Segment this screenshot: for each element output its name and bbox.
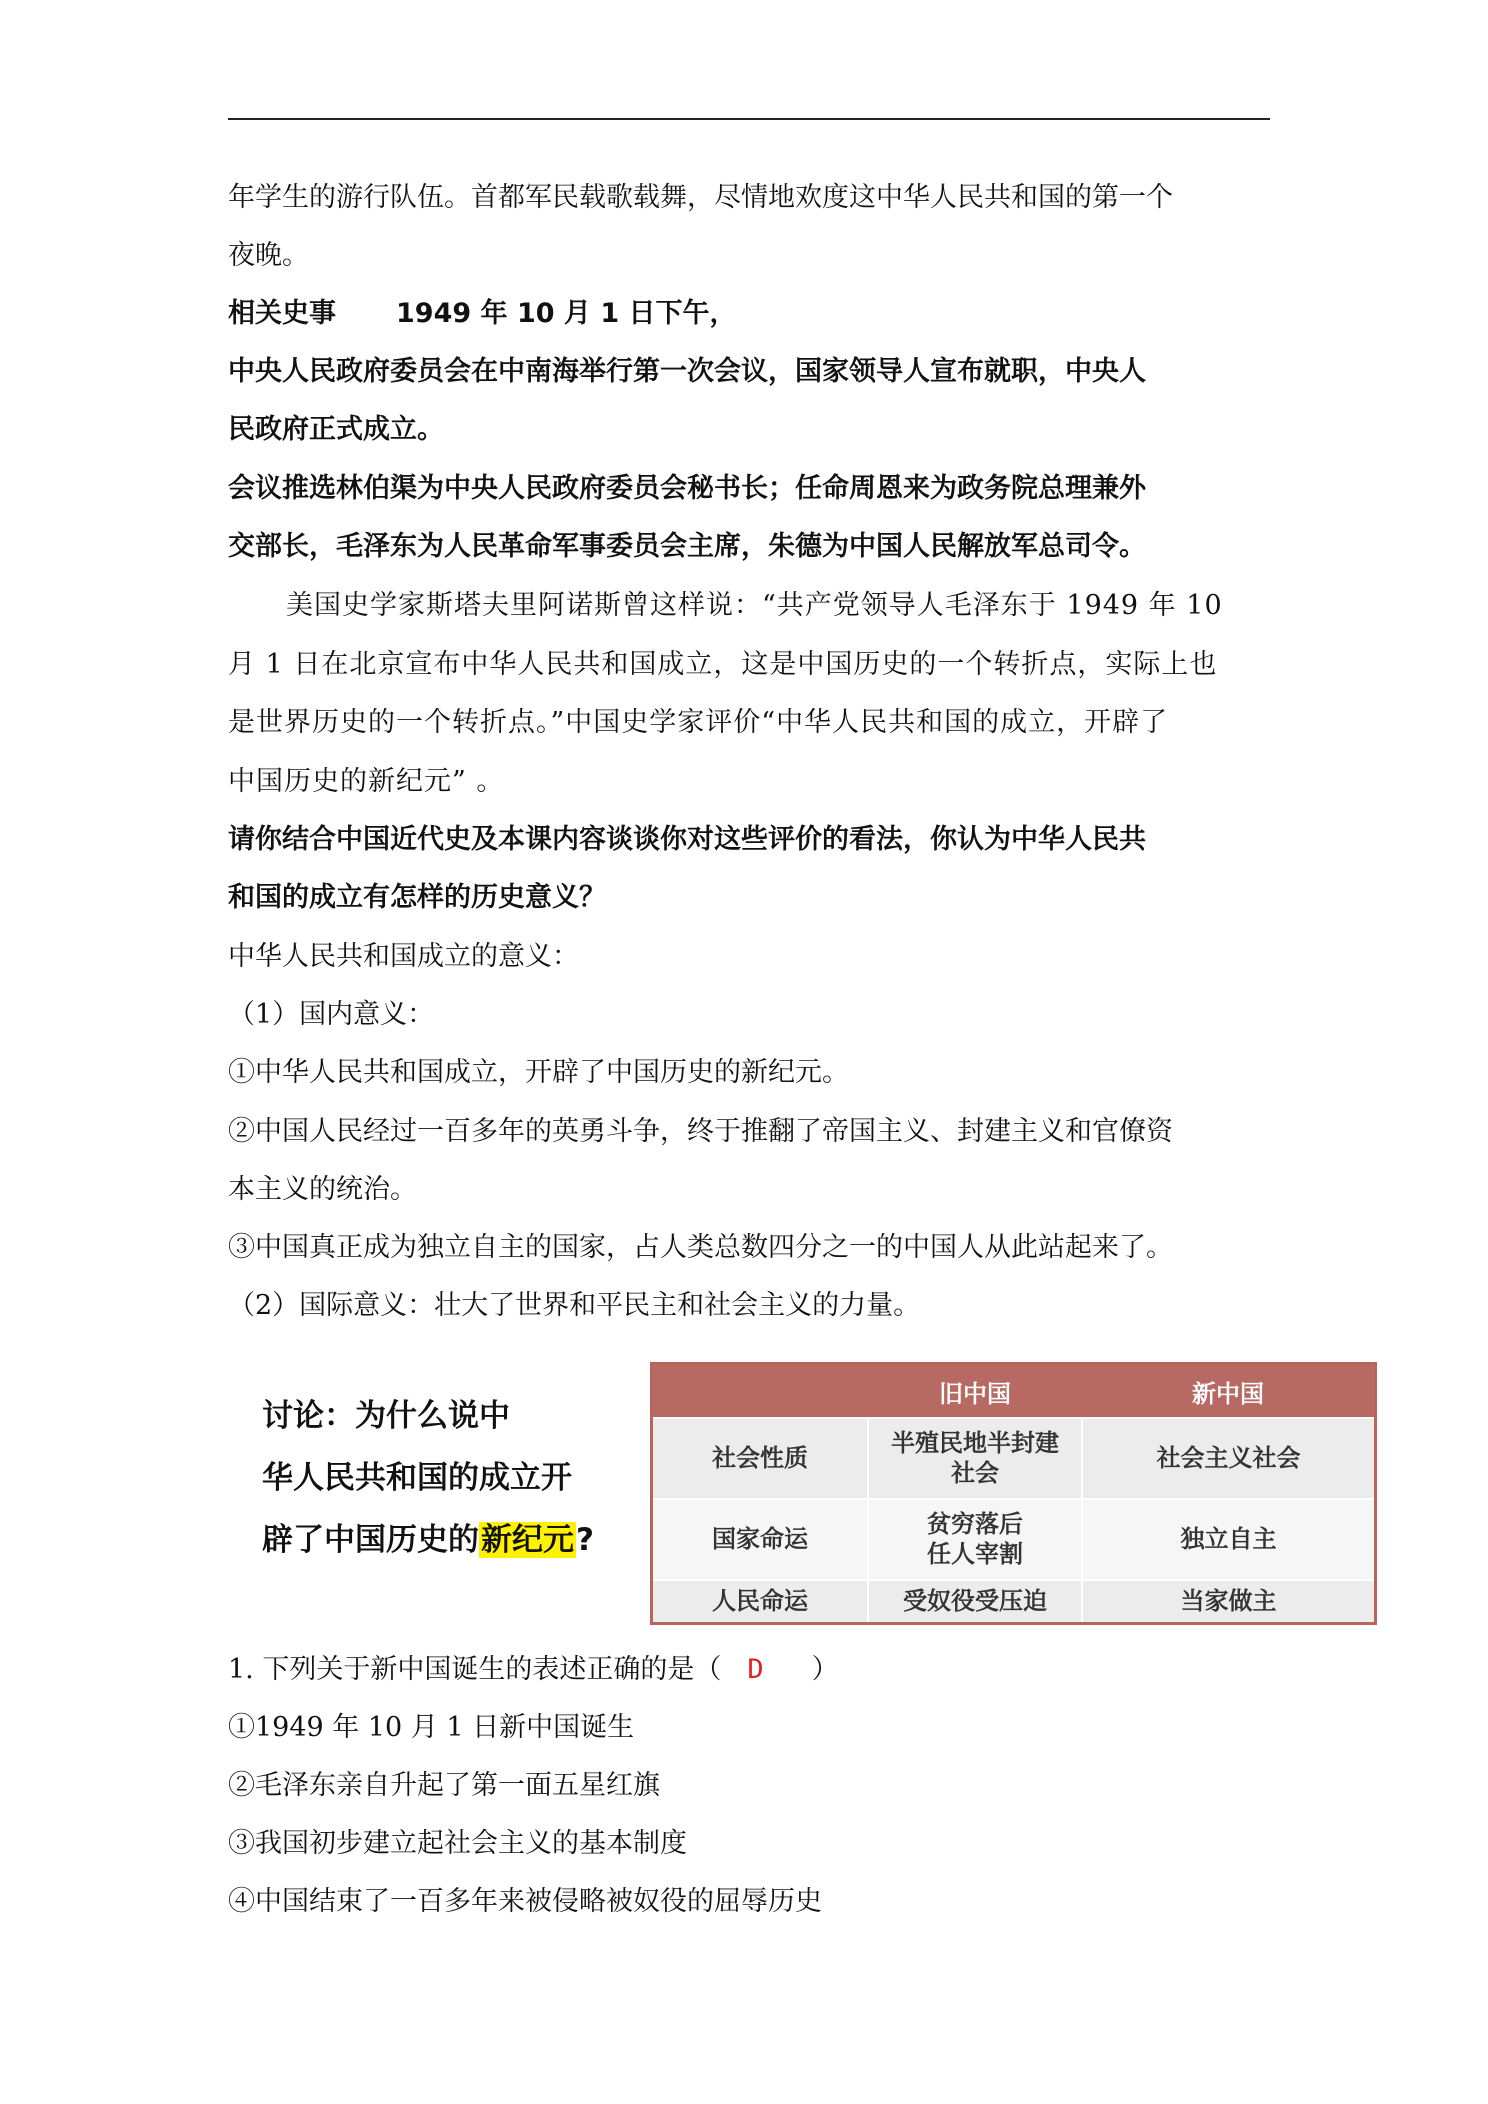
paragraph-line: ②中国人民经过一百多年的英勇斗争，终于推翻了帝国主义、封建主义和官僚资 [228,1116,1173,1147]
table-row [652,1580,1376,1624]
question-stem-suffix: ） [811,1654,839,1685]
quote-line: 是世界历史的一个转折点。”中国史学家评价“中华人民共和国的成立，开辟了 [228,707,1169,738]
question-option: ③我国初步建立起社会主义的基本制度 [228,1828,687,1859]
table-row [652,1499,1376,1580]
discussion-prompt [262,1385,602,1571]
table-header-cell [652,1364,869,1419]
discussion-line-text: 辟了中国历史的 [262,1522,479,1558]
related-event-heading [228,294,737,334]
discussion-line-suffix: ? [576,1522,594,1558]
new-china-cell: 独立自主 [1082,1499,1376,1580]
header-rule [228,118,1270,120]
cell-text: 社会 [951,1459,999,1488]
discussion-line [262,1509,602,1571]
quote-line: 美国史学家斯塔夫里阿诺斯曾这样说：“共产党领导人毛泽东于 1949 年 10 [286,590,1223,621]
paragraph-line: ①中华人民共和国成立，开辟了中国历史的新纪元。 [228,1057,849,1088]
discussion-line: 讨论：为什么说中 [262,1398,510,1434]
question-prompt: 和国的成立有怎样的历史意义？ [228,882,606,913]
paragraph-line: 年学生的游行队伍。首都军民载歌载舞，尽情地欢度这中华人民共和国的第一个 [228,182,1173,213]
question-stem [228,1650,839,1690]
bold-line: 中央人民政府委员会在中南海举行第一次会议，国家领导人宣布就职，中央人 [228,356,1146,387]
row-label: 国家命运 [652,1499,869,1580]
table-header-cell: 旧中国 [868,1364,1082,1419]
question-prompt: 请你结合中国近代史及本课内容谈谈你对这些评价的看法，你认为中华人民共 [228,824,1146,855]
paragraph-line: 夜晚。 [228,240,309,271]
quote-line: 中国历史的新纪元” 。 [228,766,505,797]
old-china-cell [868,1499,1082,1580]
old-china-cell [868,1418,1082,1499]
cell-text: 贫穷落后 [927,1510,1023,1539]
question-option: ②毛泽东亲自升起了第一面五星红旗 [228,1770,660,1801]
paragraph-line: 本主义的统治。 [228,1174,417,1205]
paragraph-line: 中华人民共和国成立的意义： [228,941,579,972]
cell-text: 半殖民地半封建 [891,1429,1059,1458]
row-label: 社会性质 [652,1418,869,1499]
bold-line: 会议推选林伯渠为中央人民政府委员会秘书长；任命周恩来为政务院总理兼外 [228,473,1146,504]
table-header-cell: 新中国 [1082,1364,1376,1419]
bold-line: 交部长，毛泽东为人民革命军事委员会主席，朱德为中国人民解放军总司令。 [228,531,1146,562]
discussion-line: 华人民共和国的成立开 [262,1460,572,1496]
old-china-cell: 受奴役受压迫 [868,1580,1082,1624]
question-stem-text: 1. 下列关于新中国诞生的表述正确的是（ [228,1654,722,1685]
question-option: ④中国结束了一百多年来被侵略被奴役的屈辱历史 [228,1886,822,1917]
quote-line: 月 1 日在北京宣布中华人民共和国成立，这是中国历史的一个转折点，实际上也 [228,649,1218,680]
cell-text: 任人宰割 [927,1540,1023,1569]
related-event-date: 1949 年 10 月 1 日下午， [396,298,737,329]
comparison-table [650,1362,1377,1625]
answer-text: D [747,1654,764,1685]
paragraph-line: （2）国际意义：壮大了世界和平民主和社会主义的力量。 [228,1290,921,1321]
table-row [652,1418,1376,1499]
related-event-label: 相关史事 [228,298,336,329]
row-label: 人民命运 [652,1580,869,1624]
paragraph-line: （1）国内意义： [228,999,435,1030]
new-china-cell: 社会主义社会 [1082,1418,1376,1499]
bold-line: 民政府正式成立。 [228,414,444,445]
question-option: ①1949 年 10 月 1 日新中国诞生 [228,1712,635,1743]
highlighted-term: 新纪元 [481,1522,574,1558]
paragraph-line: ③中国真正成为独立自主的国家，占人类总数四分之一的中国人从此站起来了。 [228,1232,1173,1263]
table-header-row [652,1364,1376,1419]
new-china-cell: 当家做主 [1082,1580,1376,1624]
